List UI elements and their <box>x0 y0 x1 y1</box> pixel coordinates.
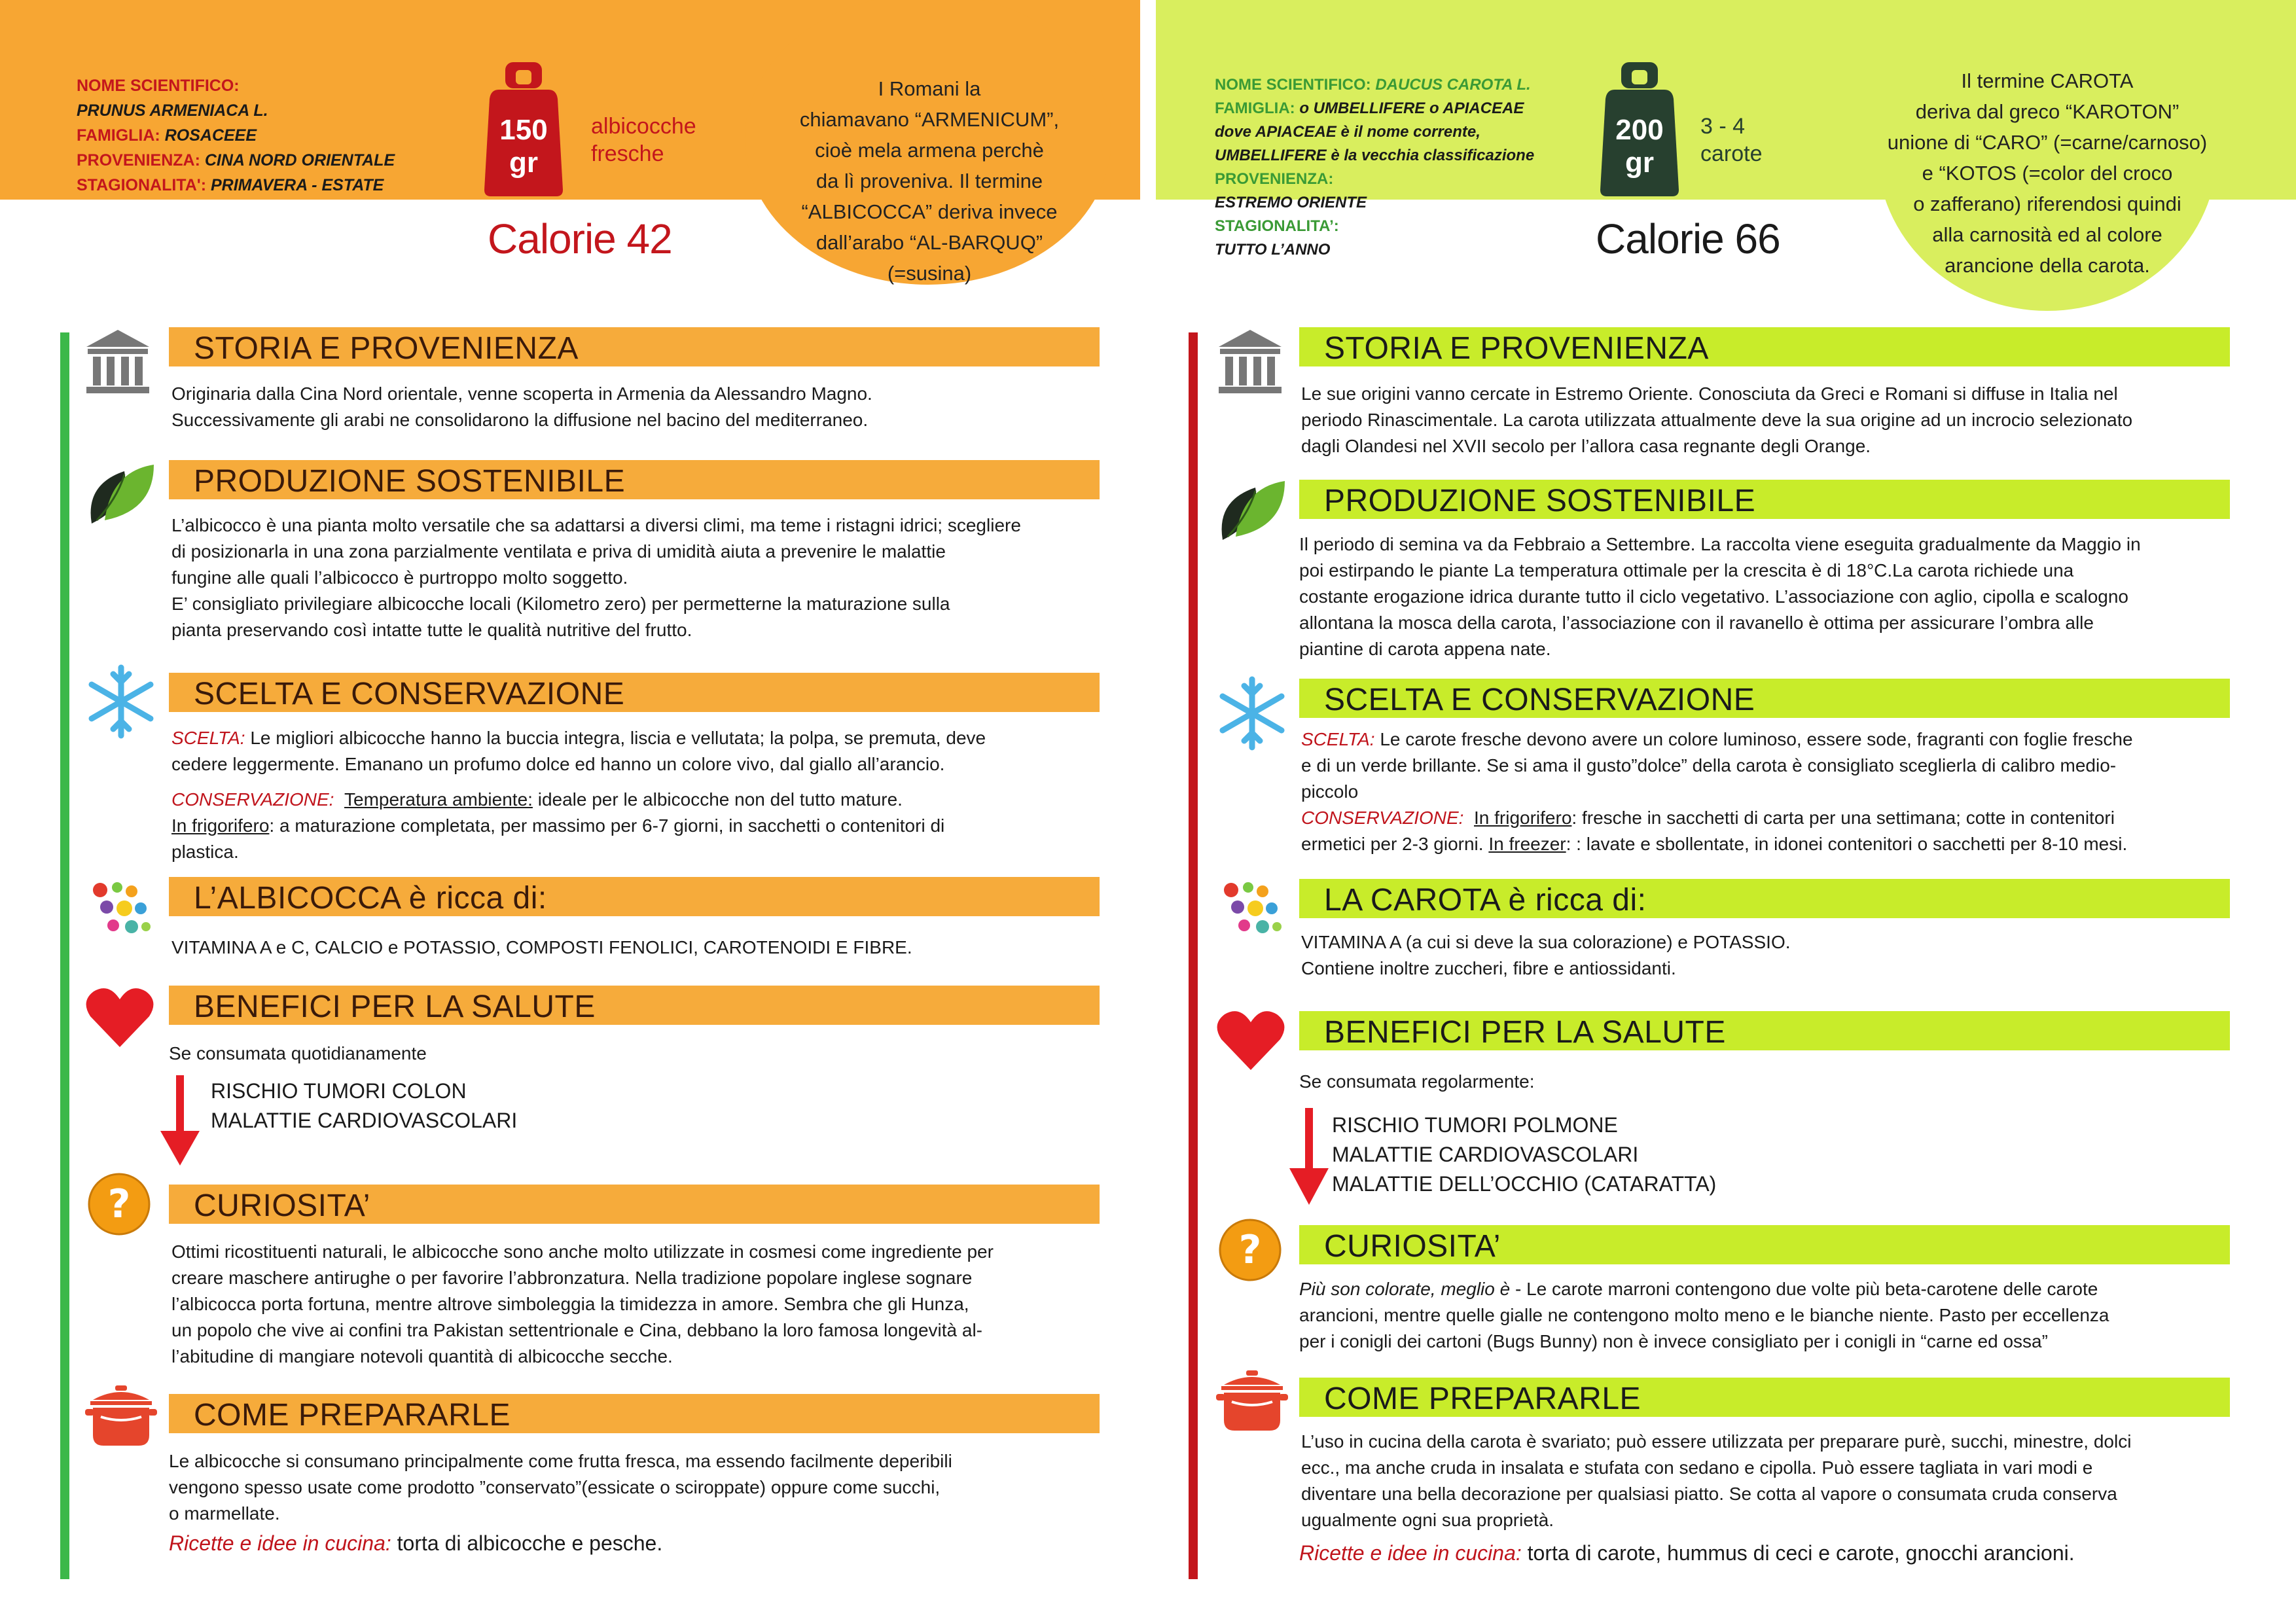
section-title-produzione <box>169 460 1100 499</box>
text-line: e di un verde brillante. Se si ama il gusto”dolce” della carota è consigliato sceglierla di calibro medio- <box>1301 755 2117 776</box>
text-line: arancioni, mentre quelle gialle ne contengono molto meno e le bianche niente. Pasto per eccellenza <box>1299 1305 2109 1325</box>
meta-key: PROVENIENZA: <box>77 151 205 169</box>
bubble-line: (=susina) <box>887 262 972 285</box>
ricca-text: VITAMINA A e C, CALCIO e POTASSIO, COMPOSTI FENOLICI, CAROTENOIDI E FIBRE. <box>171 937 912 957</box>
section-title-text: CURIOSITA’ <box>194 1188 370 1223</box>
section-title-text: SCELTA E CONSERVAZIONE <box>194 677 625 711</box>
left-etymology-text <box>759 73 1100 289</box>
section-title-text: L’ALBICOCCA è ricca di: <box>194 881 547 916</box>
section-title-preparare <box>169 1394 1100 1433</box>
meta-value: TUTTO L’ANNO <box>1215 241 1331 259</box>
meta-key: PROVENIENZA: <box>1215 170 1334 188</box>
benefici-intro: Se consumata quotidianamente <box>169 1043 427 1063</box>
section-title-ricca <box>1299 879 2230 918</box>
right-weight-label <box>1700 113 1763 168</box>
list-item: MALATTIE CARDIOVASCOLARI <box>1332 1143 1639 1166</box>
text-line: Il periodo di semina va da Febbraio a Settembre. La raccolta viene eseguita gradualmente da Maggio in <box>1299 534 2141 554</box>
benefici-intro: Se consumata regolarmente: <box>1299 1071 1535 1092</box>
meta-value: PRIMAVERA - ESTATE <box>211 176 384 194</box>
text-line: periodo Rinascimentale. La carota utilizzata attualmente deve la sua origine ad un incrocio selezionato <box>1301 410 2133 430</box>
decrease-arrow-icon <box>1286 1108 1332 1209</box>
conservazione-label: CONSERVAZIONE: <box>1301 808 1464 828</box>
text-span: - Le carote marroni contengono due volte più beta-carotene delle carote <box>1510 1279 2098 1299</box>
text-span: : fresche in sacchetti di carta per una settimana; cotte in contenitori <box>1571 808 2115 828</box>
right-vertical-rule <box>1189 332 1198 1579</box>
meta-key: STAGIONALITA': <box>77 176 211 194</box>
text-line: fungine alle quali l’albicocco è purtroppo molto soggetto. <box>171 567 628 588</box>
text-line: pianta preservando così intatte tutte le qualità nutritive del frutto. <box>171 620 692 640</box>
section-title-text: PRODUZIONE SOSTENIBILE <box>194 464 626 499</box>
right-calories: Calorie 66 <box>1596 215 1780 262</box>
weight-unit: gr <box>509 147 538 179</box>
list-item: MALATTIE DELL’OCCHIO (CATARATTA) <box>1332 1172 1717 1196</box>
section-title-benefici <box>1299 1011 2230 1050</box>
bubble-line: e “KOTOS (=color del croco <box>1922 162 2173 185</box>
decrease-arrow-icon <box>157 1075 203 1170</box>
text-line: diventare una bella decorazione per qualsiasi piatto. Se cotta al vapore o consumata cruda conserva <box>1301 1484 2117 1504</box>
text-line: L’uso in cucina della carota è svariato; può essere utilizzata per preparare purè, succhi, minestre, dolci <box>1301 1431 2132 1452</box>
text-line: di posizionarla in una zona parzialmente ventilata e priva di umidità aiuta a prevenire le malattie <box>171 541 946 562</box>
snowflake-icon <box>82 662 160 744</box>
text-line: L’albicocco è una pianta molto versatile che sa adattarsi a diversi climi, ma teme i ristagni idrici; scegliere <box>171 515 1021 535</box>
text-span: ermetici per 2-3 giorni. <box>1301 834 1489 854</box>
bubble-line: “ALBICOCCA” deriva invece <box>801 200 1058 223</box>
text-line <box>1301 831 2133 857</box>
text-line <box>1299 1276 2109 1302</box>
scelta-label: SCELTA: <box>171 728 245 748</box>
section-title-text: CURIOSITA’ <box>1324 1229 1501 1264</box>
ricette-label: Ricette e idee in cucina: <box>1299 1541 1522 1565</box>
bubble-line: arancione della carota. <box>1945 254 2150 277</box>
storia-text <box>171 381 872 433</box>
weight-number: 150 <box>499 114 548 146</box>
text-line: l’abitudine di mangiare notevoli quantità di albicocche secche. <box>171 1346 673 1366</box>
text-line: o marmellate. <box>169 1503 280 1524</box>
left-calories: Calorie 42 <box>488 215 672 262</box>
text-span: In frigorifero <box>171 815 270 836</box>
text-line: Ottimi ricostituenti naturali, le albicocche sono anche molto utilizzate in cosmesi come ingrediente per <box>171 1241 994 1262</box>
leaves-icon <box>1216 474 1288 550</box>
list-item: RISCHIO TUMORI COLON <box>211 1079 467 1103</box>
svg-text:?: ? <box>1238 1227 1262 1273</box>
section-title-storia <box>169 327 1100 366</box>
text-line: Successivamente gli arabi ne consolidarono la diffusione nel bacino del mediterraneo. <box>171 410 869 430</box>
section-title-ricca <box>169 877 1100 916</box>
bubble-line: Il termine CAROTA <box>1961 69 2134 92</box>
curiosita-text <box>171 1239 994 1370</box>
section-title-text: BENEFICI PER LA SALUTE <box>1324 1015 1726 1050</box>
meta-key: NOME SCIENTIFICO: <box>1215 76 1376 94</box>
section-title-text: COME PREPARARLE <box>194 1398 511 1433</box>
text-line: costante erogazione idrica durante tutto il ciclo vegetativo. L’associazione con aglio, cipolla e scalogno <box>1299 586 2128 607</box>
text-line <box>171 725 986 751</box>
ricette-label: Ricette e idee in cucina: <box>169 1531 391 1555</box>
text-line: un popolo che vive ai confini tra Pakistan settentrionale e Cina, debbano la loro famosa longevità al- <box>171 1320 982 1340</box>
section-title-produzione <box>1299 480 2230 519</box>
ricca-text <box>1301 929 1791 982</box>
section-title-curiosita <box>169 1185 1100 1224</box>
cooking-pot-icon <box>1216 1368 1288 1436</box>
right-scientific-info <box>1215 73 1534 262</box>
text-line: plastica. <box>171 842 239 862</box>
text-line: vengono spesso usate come prodotto ”conservato”(essicate o sciroppate) oppure come succhi, <box>169 1477 941 1497</box>
text-line: piccolo <box>1301 781 1359 802</box>
list-item: MALATTIE CARDIOVASCOLARI <box>211 1109 518 1132</box>
heart-icon <box>1215 1008 1287 1077</box>
text-line: allontana la mosca della carota, l’associazione con il ravanello è ottima per assicurare l’ombra alle <box>1299 613 2094 633</box>
benefici-list <box>1332 1111 1716 1199</box>
text-line: piantine di carota appena nate. <box>1299 639 1551 659</box>
text-line: creare maschere antirughe o per favorire l’abbronzatura. Nella tradizione popolare inglese sognare <box>171 1268 973 1288</box>
section-title-preparare <box>1299 1378 2230 1417</box>
text-line: Le albicocche si consumano principalmente come frutta fresca, ma essendo facilmente deperibili <box>169 1451 952 1471</box>
text-span: In frigorifero <box>1474 808 1572 828</box>
scelta-text <box>1301 726 2133 857</box>
curiosita-text <box>1299 1276 2109 1355</box>
section-title-curiosita <box>1299 1225 2230 1264</box>
text-line: Le sue origini vanno cercate in Estremo Oriente. Conosciuta da Greci e Romani si diffuse in Italia nel <box>1301 383 2118 404</box>
meta-key: STAGIONALITA’: <box>1215 217 1339 235</box>
svg-text:?: ? <box>107 1181 131 1227</box>
section-title-storia <box>1299 327 2230 366</box>
text-line: poi estirpando le piante La temperatura ottimale per la crescita è di 18°C.La carota richiede una <box>1299 560 2074 580</box>
left-weight-icon <box>484 62 563 196</box>
section-title-scelta <box>169 673 1100 712</box>
preparare-text <box>1301 1429 2131 1533</box>
benefici-list <box>211 1077 517 1135</box>
bubble-line: unione di “CARO” (=carne/carnoso) <box>1887 131 2208 154</box>
meta-key: FAMIGLIA: <box>77 126 165 145</box>
meta-value: PRUNUS ARMENIACA L. <box>77 101 268 120</box>
weight-number: 200 <box>1615 114 1664 146</box>
produzione-text <box>171 512 1021 643</box>
text-span: Le carote fresche devono avere un colore luminoso, essere sode, fragranti con foglie fresche <box>1374 729 2133 749</box>
left-scientific-info <box>77 73 395 198</box>
conservazione-label: CONSERVAZIONE: <box>171 789 334 810</box>
section-title-benefici <box>169 986 1100 1025</box>
text-line <box>171 787 986 813</box>
meta-key: FAMIGLIA: <box>1215 99 1300 117</box>
bubble-line: cioè mela armena perchè <box>815 139 1044 162</box>
weight-label-line: carote <box>1700 141 1763 166</box>
text-line: ecc., ma anche cruda in insalata e stufata con sedano e cipolla. Può essere tagliata in vari modi e <box>1301 1457 2093 1478</box>
question-icon <box>1217 1217 1283 1286</box>
ricette-line <box>169 1531 662 1556</box>
meta-value: UMBELLIFERE è la vecchia classificazione <box>1215 147 1535 164</box>
text-span: In freezer <box>1488 834 1566 854</box>
bubble-line: I Romani la <box>878 77 981 100</box>
section-title-text: SCELTA E CONSERVAZIONE <box>1324 683 1755 717</box>
ricette-text: torta di carote, hummus di ceci e carote, gnocchi arancioni. <box>1521 1541 2075 1565</box>
right-etymology-text <box>1875 65 2219 281</box>
meta-value: DAUCUS CAROTA L. <box>1375 76 1531 94</box>
section-title-text: STORIA E PROVENIENZA <box>1324 331 1709 366</box>
bubble-line: da lì proveniva. Il termine <box>816 169 1043 192</box>
bubble-line: o zafferano) riferendosi quindi <box>1913 192 2181 215</box>
snowflake-icon <box>1213 674 1291 756</box>
text-line: Contiene inoltre zuccheri, fibre e antiossidanti. <box>1301 958 1676 978</box>
bubble-line: chiamavano “ARMENICUM”, <box>799 108 1060 131</box>
text-line: cedere leggermente. Emanano un profumo dolce ed hanno un colore vivo, dal giallo all’arancio. <box>171 754 945 774</box>
section-title-text: STORIA E PROVENIENZA <box>194 331 579 366</box>
preparare-text <box>169 1448 952 1527</box>
vitamins-icon <box>1219 877 1285 946</box>
section-title-text: BENEFICI PER LA SALUTE <box>194 990 596 1024</box>
weight-unit: gr <box>1625 147 1654 179</box>
scelta-text <box>171 725 986 865</box>
meta-key: NOME SCIENTIFICO: <box>77 77 240 95</box>
section-title-text: LA CAROTA è ricca di: <box>1324 883 1647 918</box>
section-title-text: PRODUZIONE SOSTENIBILE <box>1324 484 1756 518</box>
ricette-line <box>1299 1541 2075 1565</box>
meta-value: o UMBELLIFERE o APIACEAE <box>1299 99 1524 117</box>
text-line: dagli Olandesi nel XVII secolo per l’allora casa regnante degli Orange. <box>1301 436 1871 456</box>
curiosita-lead: Più son colorate, meglio è <box>1299 1279 1511 1299</box>
text-line: Originaria dalla Cina Nord orientale, venne scoperta in Armenia da Alessandro Magno. <box>171 383 872 404</box>
section-title-scelta <box>1299 679 2230 718</box>
meta-value: CINA NORD ORIENTALE <box>204 151 395 169</box>
vitamins-icon <box>88 877 154 946</box>
storia-text <box>1301 381 2132 459</box>
text-line: ugualmente ogni sua proprietà. <box>1301 1510 1554 1530</box>
text-line: E’ consigliato privilegiare albicocche locali (Kilometro zero) per permetterne la maturazione sulla <box>171 594 950 614</box>
text-span: : a maturazione completata, per massimo per 6-7 giorni, in sacchetti o contenitori di <box>269 815 945 836</box>
meta-value: ESTREMO ORIENTE <box>1215 194 1367 211</box>
left-weight-label <box>591 113 696 168</box>
text-line <box>1301 805 2133 831</box>
museum-icon <box>1216 327 1285 399</box>
museum-icon <box>84 327 152 399</box>
leaves-icon <box>85 458 157 533</box>
weight-label-line: fresche <box>591 141 664 166</box>
text-span: ideale per le albicocche non del tutto mature. <box>532 789 903 810</box>
text-span: : : lavate e sbollentate, in idonei contenitori o sacchetti per 8-10 mesi. <box>1566 834 2128 854</box>
meta-value: dove APIACEAE è il nome corrente, <box>1215 123 1480 141</box>
text-span: Le migliori albicocche hanno la buccia integra, liscia e vellutata; la polpa, se premuta, deve <box>245 728 986 748</box>
text-line: VITAMINA A (a cui si deve la sua colorazione) e POTASSIO. <box>1301 932 1791 952</box>
bubble-line: alla carnosità ed al colore <box>1932 223 2162 246</box>
section-title-text: COME PREPARARLE <box>1324 1382 1641 1416</box>
cooking-pot-icon <box>85 1383 157 1452</box>
text-line: l’albicocca porta fortuna, mentre altrove simboleggia la timidezza in amore. Sembra che gli Hunza, <box>171 1294 969 1314</box>
bubble-line: deriva dal greco “KAROTON” <box>1915 100 2179 123</box>
text-line <box>1301 726 2133 753</box>
text-span: Temperatura ambiente: <box>344 789 533 810</box>
text-line: per i conigli dei cartoni (Bugs Bunny) non è invece consigliato per i conigli in “carne ed ossa” <box>1299 1331 2048 1351</box>
heart-icon <box>84 985 156 1054</box>
weight-label-line: 3 - 4 <box>1700 114 1746 139</box>
bubble-line: dall’arabo “AL-BARQUQ” <box>816 231 1043 254</box>
question-icon <box>86 1171 152 1240</box>
scelta-label: SCELTA: <box>1301 729 1375 749</box>
ricette-text: torta di albicocche e pesche. <box>391 1531 663 1555</box>
list-item: RISCHIO TUMORI POLMONE <box>1332 1113 1618 1137</box>
right-weight-icon <box>1600 62 1679 196</box>
produzione-text <box>1299 531 2141 662</box>
meta-value: ROSACEEE <box>164 126 257 145</box>
left-vertical-rule <box>60 332 69 1579</box>
weight-label-line: albicocche <box>591 114 696 139</box>
text-line <box>171 813 986 839</box>
